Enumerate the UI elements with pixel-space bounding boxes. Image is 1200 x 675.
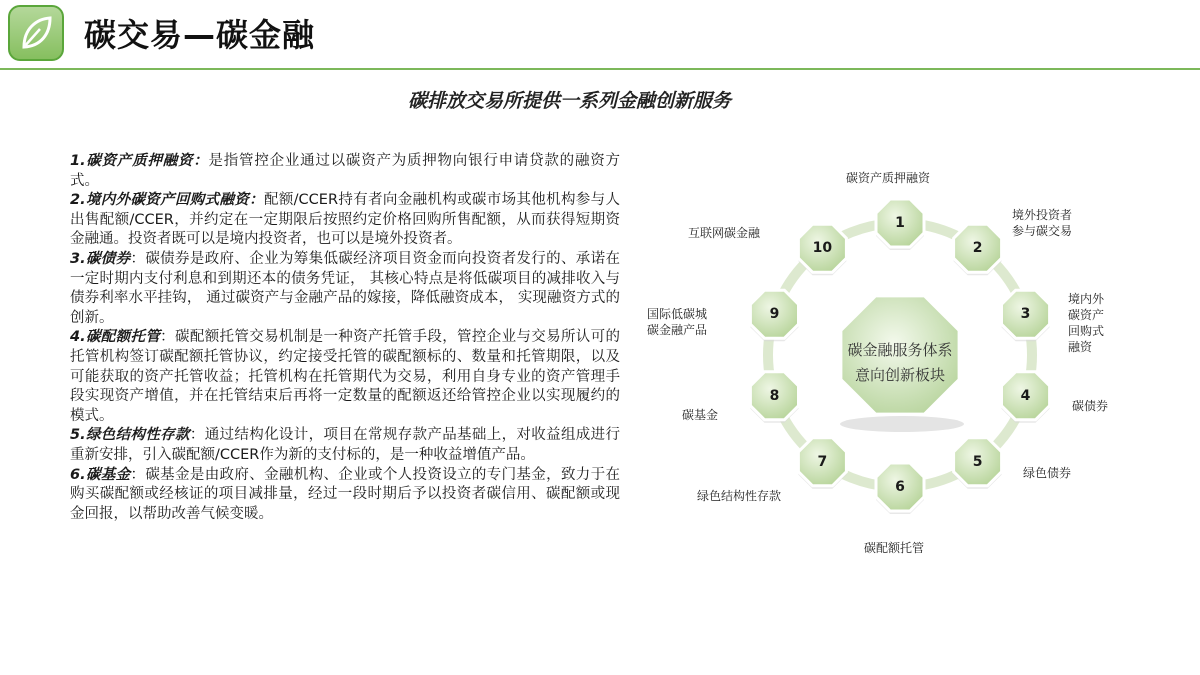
node-5-number: 5 bbox=[972, 453, 983, 470]
node-6-label: 碳配额托管 bbox=[864, 541, 925, 555]
paragraph-3 bbox=[70, 250, 620, 328]
paragraph-body: ：碳债券是政府、企业为筹集低碳经济项目资金而向投资者发行的、承诺在一定时期内支付利息和到期还本的债务凭证， 其核心特点是将低碳项目的减排收入与债券利率水平挂钩， 通过碳资产与金融产品的嫁接，降低融资成本， 实现融资方式的创新。 bbox=[70, 250, 620, 326]
node-2-number: 2 bbox=[972, 240, 983, 257]
paragraph-6 bbox=[70, 466, 620, 525]
center-line-1: 碳金融服务体系 bbox=[847, 341, 953, 359]
node-9-number: 9 bbox=[769, 306, 780, 323]
node-5-label: 绿色债券 bbox=[1023, 466, 1072, 480]
node-9-label: 国际低碳城 碳金融产品 bbox=[647, 307, 708, 337]
node-8-label: 碳基金 bbox=[682, 408, 719, 422]
node-4-label: 碳债券 bbox=[1072, 399, 1109, 413]
header bbox=[0, 0, 1200, 72]
node-7-label: 绿色结构性存款 bbox=[697, 489, 782, 503]
paragraph-heading: 1.碳资产质押融资： bbox=[70, 153, 209, 169]
node-1-number: 1 bbox=[895, 215, 905, 231]
node-8-number: 8 bbox=[769, 387, 780, 404]
paragraph-5 bbox=[70, 426, 620, 465]
paragraph-heading: 4.碳配额托管 bbox=[70, 329, 161, 346]
node-4-number: 4 bbox=[1020, 387, 1031, 404]
center-hub-label bbox=[826, 338, 974, 388]
center-line-2: 意向创新板块 bbox=[854, 366, 945, 384]
node-6-number: 6 bbox=[895, 479, 905, 495]
node-1-label: 碳资产质押融资 bbox=[846, 171, 931, 185]
paragraph-heading: 6.碳基金 bbox=[70, 466, 131, 483]
header-divider bbox=[0, 68, 1200, 70]
node-3-number: 3 bbox=[1020, 306, 1031, 323]
page-title: 碳交易—碳金融 bbox=[84, 16, 316, 54]
paragraph-body: ：碳基金是由政府、金融机构、企业或个人投资设立的专门基金，致力于在购买碳配额或经核证的项目减排量，经过一段时期后予以投资者碳信用、碳配额或现金回报，以帮助改善气候变暖。 bbox=[70, 466, 620, 522]
paragraph-heading: 5.绿色结构性存款 bbox=[70, 427, 190, 444]
node-3-label: 境内外 碳资产 回购式 融资 bbox=[1068, 292, 1105, 354]
section-subtitle: 碳排放交易所提供一系列金融创新服务 bbox=[408, 90, 732, 112]
paragraph-heading: 3.碳债券 bbox=[70, 250, 131, 267]
paragraph-heading: 2.境内外碳资产回购式融资： bbox=[70, 192, 264, 209]
node-10-number: 10 bbox=[812, 240, 833, 257]
paragraph-1 bbox=[70, 152, 620, 191]
leaf-icon bbox=[8, 5, 64, 61]
service-cycle-diagram bbox=[630, 160, 1200, 560]
node-10-label: 互联网碳金融 bbox=[688, 226, 761, 240]
description-text bbox=[70, 152, 620, 524]
paragraph-body: ：碳配额托管交易机制是一种资产托管手段，管控企业与交易所认可的托管机构签订碳配额托管协议，约定接受托管的碳配额标的、数量和托管期限，以及可能获取的资产托管收益；托管机构在托管期代为交易，利用自身专业的资产管理手段实现资产增值，并在托管结束后再将一定数量的配额返还给管控企业以实现履约的模式。 bbox=[70, 329, 620, 424]
paragraph-body: ：通过结构化设计，项目在常规存款产品基础上，对收益组成进行重新安排，引入碳配额/CCER作为新的支付标的，是一种收益增值产品。 bbox=[70, 427, 620, 463]
node-7-number: 7 bbox=[817, 453, 828, 470]
paragraph-body: 是指管控企业通过以碳资产为质押物向银行申请贷款的融资方式。 bbox=[70, 153, 620, 189]
node-2-label: 境外投资者 参与碳交易 bbox=[1012, 208, 1073, 238]
paragraph-4 bbox=[70, 328, 620, 426]
paragraph-body: 配额/CCER持有者向金融机构或碳市场其他机构参与人出售配额/CCER，并约定在一定期限后按照约定价格回购所售配额，从而获得短期资金融通。投资者既可以是境内投资者，也可以是境外投资者。 bbox=[70, 192, 620, 248]
center-shadow bbox=[840, 416, 964, 432]
paragraph-2 bbox=[70, 191, 620, 250]
